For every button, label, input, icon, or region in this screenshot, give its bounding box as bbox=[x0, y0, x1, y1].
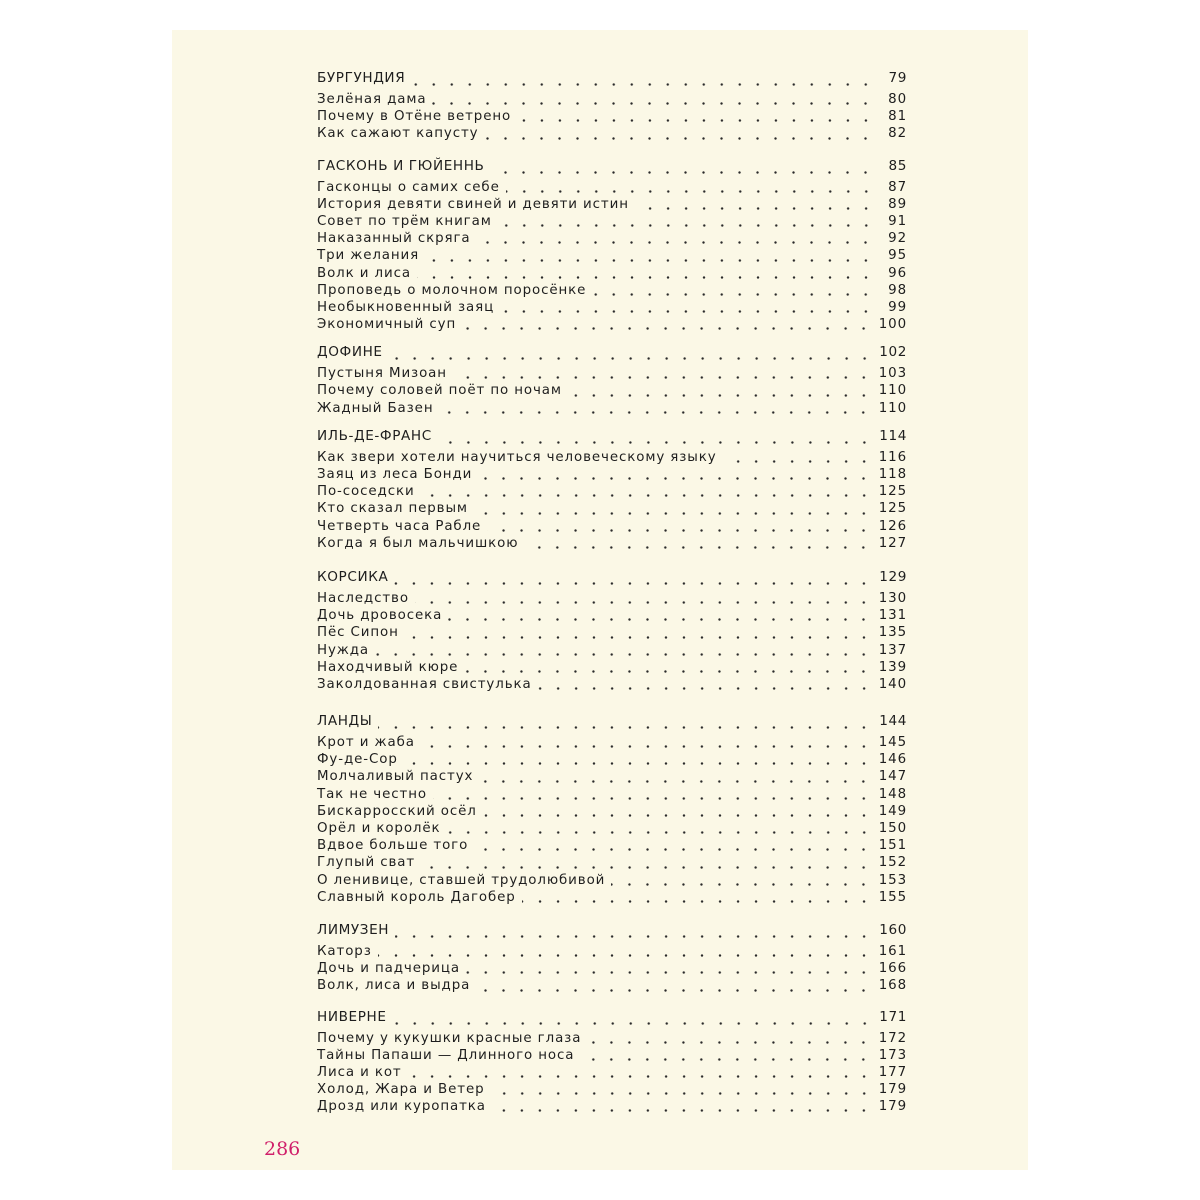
dot-leader bbox=[490, 171, 875, 174]
toc-entry-page: 92 bbox=[888, 231, 907, 247]
toc-entry-title: Наказанный скряга bbox=[317, 231, 471, 247]
toc-entry bbox=[317, 1099, 907, 1116]
toc-entry-page: 130 bbox=[878, 590, 907, 606]
toc-entry-page: 179 bbox=[878, 1099, 907, 1115]
toc-entry-page: 146 bbox=[878, 752, 907, 768]
toc-entry-page: 161 bbox=[878, 943, 907, 959]
toc-entry-title: Холод, Жара и Ветер bbox=[317, 1082, 485, 1098]
toc-entry-title: Лиса и кот bbox=[317, 1064, 402, 1080]
toc-entry bbox=[317, 383, 907, 400]
toc-entry bbox=[317, 501, 907, 518]
toc-entry-page: 172 bbox=[878, 1030, 907, 1046]
toc-entry-page: 96 bbox=[888, 265, 907, 281]
toc-entry bbox=[317, 1048, 907, 1065]
toc-entry bbox=[317, 821, 907, 838]
section-heading-page: 144 bbox=[879, 713, 907, 730]
toc-entry-page: 118 bbox=[878, 467, 907, 482]
toc-entry-title: Четверть часа Рабле bbox=[317, 518, 482, 534]
toc-entry bbox=[317, 450, 907, 467]
dot-leader bbox=[438, 441, 873, 444]
toc-entry-page: 135 bbox=[878, 625, 907, 641]
toc-entry-page: 168 bbox=[878, 978, 907, 994]
toc-entry-page: 110 bbox=[878, 400, 907, 416]
toc-entry-page: 151 bbox=[878, 838, 907, 854]
toc-entry bbox=[317, 591, 907, 608]
toc-entry-page: 149 bbox=[878, 803, 907, 819]
table-of-contents bbox=[317, 58, 907, 1116]
toc-section bbox=[317, 344, 907, 418]
toc-entry-page: 125 bbox=[878, 484, 907, 500]
toc-entry bbox=[317, 787, 907, 804]
toc-entry bbox=[317, 266, 907, 283]
toc-entry-page: 116 bbox=[878, 449, 907, 465]
dot-leader bbox=[408, 1075, 873, 1078]
book-page bbox=[172, 30, 1028, 1170]
dot-leader bbox=[395, 935, 873, 938]
toc-entry-page: 98 bbox=[888, 282, 907, 298]
toc-entry-page: 152 bbox=[878, 855, 907, 871]
toc-entry-title: Когда я был мальчишкою bbox=[317, 535, 519, 551]
section-heading bbox=[317, 1009, 907, 1029]
section-heading-title: ГАСКОНЬ И ГЮЙЕННЬ bbox=[317, 157, 485, 174]
toc-entry-page: 82 bbox=[888, 126, 907, 142]
toc-section bbox=[317, 158, 907, 335]
toc-entry bbox=[317, 536, 907, 553]
toc-entry-title: По-соседски bbox=[317, 484, 415, 500]
toc-entry-title: Пустыня Мизоан bbox=[317, 366, 447, 382]
dot-leader bbox=[378, 726, 873, 729]
dot-leader bbox=[500, 310, 875, 313]
toc-entry-page: 100 bbox=[878, 317, 907, 333]
toc-entry bbox=[317, 1082, 907, 1099]
toc-entry bbox=[317, 214, 907, 231]
dot-leader bbox=[506, 190, 875, 193]
toc-entry bbox=[317, 467, 907, 484]
dot-leader bbox=[433, 797, 873, 800]
toc-entry-title: Тайны Папаши — Длинного носа bbox=[317, 1047, 575, 1063]
dot-leader bbox=[462, 327, 873, 330]
toc-entry-page: 81 bbox=[888, 109, 907, 125]
section-heading bbox=[317, 569, 907, 589]
toc-entry-title: Наследство bbox=[317, 590, 409, 606]
toc-entry-title: Гасконцы о самих себе bbox=[317, 179, 500, 195]
toc-entry-page: 95 bbox=[888, 248, 907, 264]
dot-leader bbox=[415, 601, 873, 604]
toc-entry-title: О ленивице, ставшей трудолюбивой bbox=[317, 872, 606, 888]
toc-entry-title: Находчивый кюре bbox=[317, 659, 459, 675]
toc-entry-title: Экономичный суп bbox=[317, 317, 457, 333]
toc-entry bbox=[317, 519, 907, 536]
section-heading bbox=[317, 713, 907, 733]
dot-leader bbox=[393, 1022, 874, 1025]
toc-entry-title: Бискарросский осёл bbox=[317, 803, 477, 819]
toc-section bbox=[317, 428, 907, 553]
dot-leader bbox=[448, 618, 872, 621]
toc-entry-title: Дочь и падчерица bbox=[317, 961, 460, 977]
toc-entry bbox=[317, 317, 907, 334]
toc-entry bbox=[317, 608, 907, 625]
dot-leader bbox=[404, 762, 873, 765]
toc-entry bbox=[317, 126, 907, 143]
toc-entry bbox=[317, 735, 907, 752]
toc-entry bbox=[317, 231, 907, 248]
toc-entry-title: Заколдованная свистулька bbox=[317, 676, 532, 692]
toc-entry-page: 110 bbox=[878, 383, 907, 399]
toc-entry-title: Как звери хотели научиться человеческому языку bbox=[317, 449, 717, 465]
dot-leader bbox=[587, 1041, 872, 1044]
toc-entry bbox=[317, 660, 907, 677]
toc-entry-page: 147 bbox=[878, 769, 907, 785]
toc-entry-title: Вдвое больше того bbox=[317, 838, 469, 854]
toc-entry-page: 145 bbox=[878, 735, 907, 751]
toc-entry-page: 103 bbox=[878, 366, 907, 382]
toc-entry bbox=[317, 838, 907, 855]
toc-entry bbox=[317, 978, 907, 995]
section-heading-title: ЛАНДЫ bbox=[317, 713, 373, 730]
dot-leader bbox=[421, 866, 873, 869]
toc-entry-title: Почему в Отёне ветрено bbox=[317, 109, 512, 125]
toc-entry bbox=[317, 366, 907, 383]
toc-entry-title: Орёл и королёк bbox=[317, 821, 441, 836]
dot-leader bbox=[580, 1058, 872, 1061]
toc-entry bbox=[317, 944, 907, 961]
toc-entry bbox=[317, 677, 907, 694]
dot-leader bbox=[425, 259, 875, 262]
toc-entry-page: 173 bbox=[878, 1047, 907, 1063]
toc-entry-title: Фу-де-Сор bbox=[317, 752, 398, 768]
toc-entry bbox=[317, 109, 907, 126]
toc-section bbox=[317, 922, 907, 996]
toc-entry bbox=[317, 769, 907, 786]
toc-entry-page: 99 bbox=[888, 299, 907, 315]
toc-entry bbox=[317, 855, 907, 872]
dot-leader bbox=[389, 357, 874, 360]
section-heading bbox=[317, 428, 907, 448]
dot-leader bbox=[487, 529, 873, 532]
dot-leader bbox=[474, 848, 873, 851]
section-heading-title: БУРГУНДИЯ bbox=[317, 70, 406, 86]
toc-entry-title: Заяц из леса Бонди bbox=[317, 467, 473, 482]
section-heading-page: 79 bbox=[888, 70, 907, 86]
section-heading bbox=[317, 158, 907, 178]
toc-entry-title: Жадный Базен bbox=[317, 400, 434, 416]
toc-entry-title: Славный король Дагобер bbox=[317, 889, 516, 905]
toc-entry bbox=[317, 92, 907, 109]
dot-leader bbox=[476, 989, 873, 992]
toc-entry-page: 80 bbox=[888, 92, 907, 107]
section-heading bbox=[317, 344, 907, 364]
toc-section bbox=[317, 569, 907, 694]
dot-leader bbox=[723, 460, 873, 463]
toc-entry bbox=[317, 283, 907, 300]
toc-entry-page: 140 bbox=[878, 676, 907, 692]
section-heading-page: 102 bbox=[879, 344, 907, 361]
dot-leader bbox=[483, 814, 873, 817]
toc-entry-page: 131 bbox=[878, 608, 907, 624]
toc-section bbox=[317, 1009, 907, 1117]
dot-leader bbox=[466, 971, 873, 974]
dot-leader bbox=[439, 411, 872, 414]
toc-entry bbox=[317, 804, 907, 821]
toc-entry bbox=[317, 643, 907, 660]
dot-leader bbox=[635, 207, 875, 210]
dot-leader bbox=[568, 394, 873, 397]
toc-entry-title: Глупый сват bbox=[317, 855, 416, 871]
toc-entry-title: Почему у кукушки красные глаза bbox=[317, 1030, 582, 1046]
toc-entry-title: Молчаливый пастух bbox=[317, 769, 474, 785]
dot-leader bbox=[375, 653, 873, 656]
toc-entry-title: Крот и жаба bbox=[317, 735, 415, 751]
dot-leader bbox=[478, 477, 873, 480]
dot-leader bbox=[432, 102, 875, 105]
toc-entry-title: Нужда bbox=[317, 642, 370, 658]
toc-entry-page: 87 bbox=[888, 179, 907, 195]
toc-entry-title: Почему соловей поёт по ночам bbox=[317, 383, 562, 399]
toc-entry bbox=[317, 961, 907, 978]
toc-entry-title: Дочь дровосека bbox=[317, 608, 443, 624]
dot-leader bbox=[411, 83, 875, 86]
toc-entry-page: 150 bbox=[878, 821, 907, 836]
dot-leader bbox=[498, 224, 875, 227]
toc-entry-title: Каторз bbox=[317, 943, 372, 959]
toc-entry-page: 155 bbox=[878, 889, 907, 905]
toc-entry-title: Волк и лиса bbox=[317, 265, 411, 281]
toc-entry-title: Дрозд или куропатка bbox=[317, 1099, 486, 1115]
dot-leader bbox=[476, 241, 875, 244]
toc-entry-page: 125 bbox=[878, 501, 907, 517]
section-heading-title: ИЛЬ-ДЕ-ФРАНС bbox=[317, 427, 432, 444]
toc-entry bbox=[317, 197, 907, 214]
toc-entry-title: Как сажают капусту bbox=[317, 126, 479, 142]
toc-entry bbox=[317, 401, 907, 418]
toc-entry-title: Необыкновенный заяц bbox=[317, 299, 495, 315]
dot-leader bbox=[538, 687, 873, 690]
dot-leader bbox=[517, 119, 875, 122]
section-heading-title: ДОФИНЕ bbox=[317, 344, 383, 361]
toc-entry bbox=[317, 625, 907, 642]
toc-section bbox=[317, 713, 907, 907]
dot-leader bbox=[479, 780, 872, 783]
toc-entry bbox=[317, 890, 907, 907]
toc-entry-page: 139 bbox=[878, 659, 907, 675]
section-heading-page: 114 bbox=[879, 427, 907, 444]
section-heading bbox=[317, 922, 907, 942]
toc-entry-page: 91 bbox=[888, 213, 907, 229]
dot-leader bbox=[522, 900, 873, 903]
section-heading-title: ЛИМУЗЕН bbox=[317, 921, 390, 938]
toc-entry-page: 89 bbox=[888, 196, 907, 212]
section-heading bbox=[317, 70, 907, 90]
toc-entry bbox=[317, 873, 907, 890]
dot-leader bbox=[592, 293, 875, 296]
section-heading-page: 129 bbox=[879, 568, 907, 585]
toc-entry bbox=[317, 484, 907, 501]
dot-leader bbox=[492, 1109, 873, 1112]
dot-leader bbox=[524, 546, 872, 549]
toc-entry bbox=[317, 1031, 907, 1048]
toc-entry-page: 153 bbox=[878, 872, 907, 888]
toc-entry-title: Пёс Сипон bbox=[317, 625, 399, 641]
dot-leader bbox=[378, 954, 873, 957]
dot-leader bbox=[491, 1092, 873, 1095]
toc-entry-title: Совет по трём книгам bbox=[317, 213, 492, 229]
dot-leader bbox=[405, 636, 873, 639]
dot-leader bbox=[421, 745, 873, 748]
page-number: 286 bbox=[264, 1138, 301, 1160]
section-heading-title: НИВЕРНЕ bbox=[317, 1008, 387, 1025]
section-heading-page: 160 bbox=[879, 921, 907, 938]
section-heading-page: 171 bbox=[879, 1008, 907, 1025]
toc-entry bbox=[317, 752, 907, 769]
toc-entry-page: 177 bbox=[878, 1064, 907, 1080]
toc-entry-title: Так не честно bbox=[317, 786, 427, 802]
toc-entry-page: 179 bbox=[878, 1082, 907, 1098]
dot-leader bbox=[484, 137, 875, 140]
dot-leader bbox=[611, 883, 872, 886]
toc-entry-page: 127 bbox=[878, 535, 907, 551]
toc-entry-page: 166 bbox=[878, 961, 907, 977]
toc-entry-title: Волк, лиса и выдра bbox=[317, 978, 471, 994]
toc-entry-title: История девяти свиней и девяти истин bbox=[317, 196, 629, 212]
dot-leader bbox=[417, 276, 875, 279]
toc-entry bbox=[317, 180, 907, 197]
toc-entry bbox=[317, 1065, 907, 1082]
toc-entry bbox=[317, 300, 907, 317]
dot-leader bbox=[464, 670, 872, 673]
toc-section bbox=[317, 70, 907, 144]
toc-entry bbox=[317, 248, 907, 265]
dot-leader bbox=[474, 512, 873, 515]
toc-entry-title: Кто сказал первым bbox=[317, 501, 468, 517]
dot-leader bbox=[453, 376, 873, 379]
dot-leader bbox=[447, 831, 873, 834]
toc-entry-title: Проповедь о молочном поросёнке bbox=[317, 282, 587, 298]
toc-entry-page: 126 bbox=[878, 518, 907, 534]
toc-entry-title: Зелёная дама bbox=[317, 92, 427, 107]
section-heading-page: 85 bbox=[888, 157, 907, 174]
toc-entry-title: Три желания bbox=[317, 248, 420, 264]
toc-entry-page: 137 bbox=[878, 642, 907, 658]
toc-entry-page: 148 bbox=[878, 786, 907, 802]
dot-leader bbox=[394, 582, 873, 585]
dot-leader bbox=[421, 494, 873, 497]
section-heading-title: КОРСИКА bbox=[317, 568, 389, 585]
